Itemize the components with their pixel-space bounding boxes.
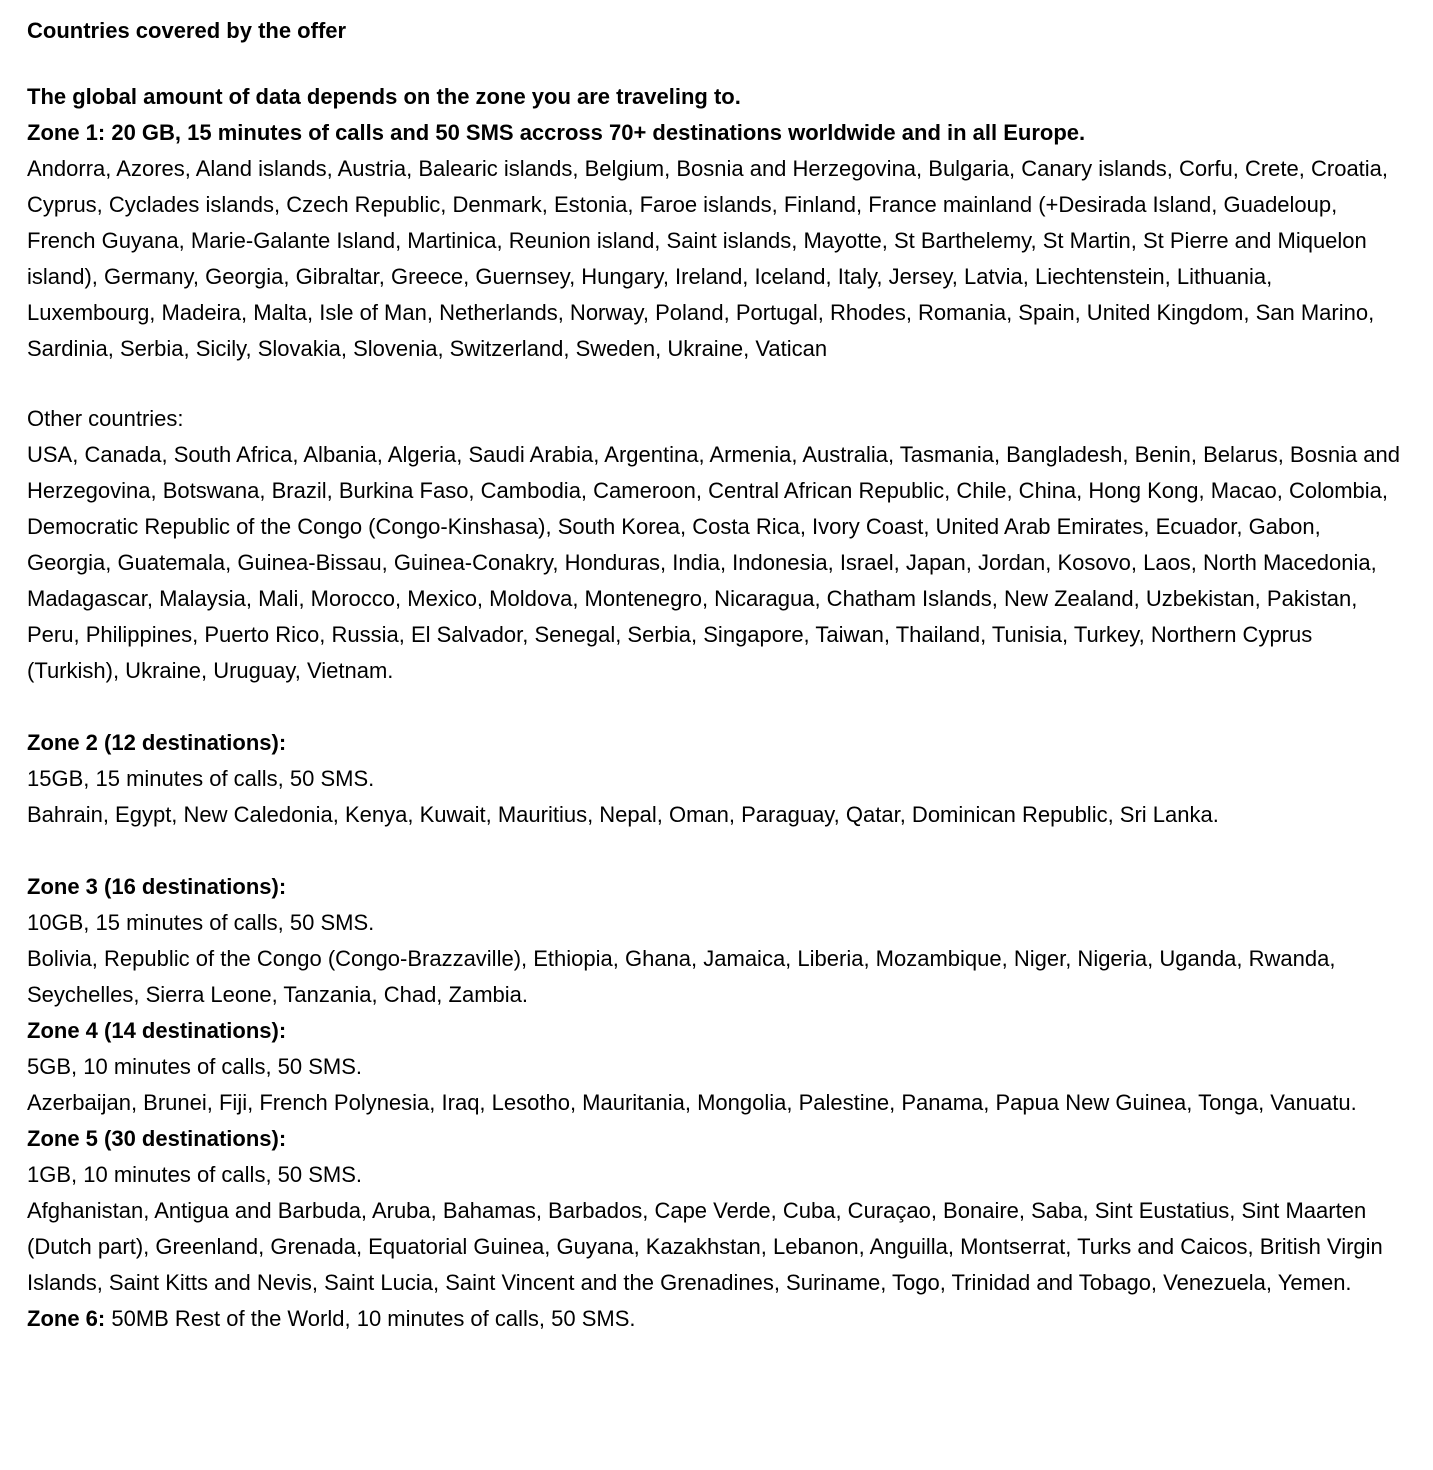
text-run: 50MB Rest of the World, 10 minutes of calls, 50 SMS. (105, 1306, 636, 1331)
text-run-bold: Zone 6: (27, 1306, 106, 1331)
paragraph-zone-3 (27, 869, 1406, 1013)
text-run: Bahrain, Egypt, New Caledonia, Kenya, Kuwait, Mauritius, Nepal, Oman, Paraguay, Qatar, Dominican Republic, Sri Lanka. (27, 802, 1219, 827)
text-run: Afghanistan, Antigua and Barbuda, Aruba, Bahamas, Barbados, Cape Verde, Cuba, Curaçao, Bonaire, Saba, Sint Eustatius, Sint Maarten (Dutch part), Greenland, Grenada, Equatorial Guinea, Guyana, Kazakhstan, Lebanon, Anguilla, Montserrat, Turks and Caicos, British Virgin Islands, Saint Kitts and Nevis, Saint Lucia, Saint Vincent and the Grenadines, Suriname, Togo, Trinidad and Tobago, Venezuela, Yemen. (27, 1198, 1383, 1295)
text-run: 10GB, 15 minutes of calls, 50 SMS. (27, 910, 375, 935)
text-run-bold: Zone 3 (16 destinations): (27, 874, 287, 899)
text-run: 15GB, 15 minutes of calls, 50 SMS. (27, 766, 375, 791)
text-run-bold: Zone 1: 20 GB, 15 minutes of calls and 50 SMS accross 70+ destinations worldwide and in all Europe. (27, 120, 1086, 145)
paragraph-zone-6 (27, 1301, 1406, 1337)
text-run: Azerbaijan, Brunei, Fiji, French Polynesia, Iraq, Lesotho, Mauritania, Mongolia, Palestine, Panama, Papua New Guinea, Tonga, Vanuatu. (27, 1090, 1357, 1115)
text-run: Other countries: (27, 406, 184, 431)
text-run: 5GB, 10 minutes of calls, 50 SMS. (27, 1054, 363, 1079)
text-run-bold: Zone 2 (12 destinations): (27, 730, 287, 755)
paragraph-other-countries (27, 401, 1406, 689)
text-run: 1GB, 10 minutes of calls, 50 SMS. (27, 1162, 363, 1187)
paragraph-intro-zone-1 (27, 79, 1406, 367)
text-run-bold: Zone 5 (30 destinations): (27, 1126, 287, 1151)
document-body (27, 13, 1406, 1337)
text-run-bold: The global amount of data depends on the zone you are traveling to. (27, 84, 741, 109)
paragraph-zone-4 (27, 1013, 1406, 1121)
paragraph-zone-2 (27, 725, 1406, 833)
text-run-bold: Countries covered by the offer (27, 18, 347, 43)
paragraph-zone-5 (27, 1121, 1406, 1301)
text-run: Bolivia, Republic of the Congo (Congo-Brazzaville), Ethiopia, Ghana, Jamaica, Liberia, Mozambique, Niger, Nigeria, Uganda, Rwanda, Seychelles, Sierra Leone, Tanzania, Chad, Zambia. (27, 946, 1336, 1007)
text-run: USA, Canada, South Africa, Albania, Algeria, Saudi Arabia, Argentina, Armenia, Australia, Tasmania, Bangladesh, Benin, Belarus, Bosnia and Herzegovina, Botswana, Brazil, Burkina Faso, Cambodia, Cameroon, Central African Republic, Chile, China, Hong Kong, Macao, Colombia, Democratic Republic of the Congo (Congo-Kinshasa), South Korea, Costa Rica, Ivory Coast, United Arab Emirates, Ecuador, Gabon, Georgia, Guatemala, Guinea-Bissau, Guinea-Conakry, Honduras, India, Indonesia, Israel, Japan, Jordan, Kosovo, Laos, North Macedonia, Madagascar, Malaysia, Mali, Morocco, Mexico, Moldova, Montenegro, Nicaragua, Chatham Islands, New Zealand, Uzbekistan, Pakistan, Peru, Philippines, Puerto Rico, Russia, El Salvador, Senegal, Serbia, Singapore, Taiwan, Thailand, Tunisia, Turkey, Northern Cyprus (Turkish), Ukraine, Uruguay, Vietnam. (27, 442, 1401, 683)
paragraph-title (27, 13, 1406, 49)
text-run: Andorra, Azores, Aland islands, Austria, Balearic islands, Belgium, Bosnia and Herzegovina, Bulgaria, Canary islands, Corfu, Crete, Croatia, Cyprus, Cyclades islands, Czech Republic, Denmark, Estonia, Faroe islands, Finland, France mainland (+Desirada Island, Guadeloup, French Guyana, Marie-Galante Island, Martinica, Reunion island, Saint islands, Mayotte, St Barthelemy, St Martin, St Pierre and Miquelon island), Germany, Georgia, Gibraltar, Greece, Guernsey, Hungary, Ireland, Iceland, Italy, Jersey, Latvia, Liechtenstein, Lithuania, Luxembourg, Madeira, Malta, Isle of Man, Netherlands, Norway, Poland, Portugal, Rhodes, Romania, Spain, United Kingdom, San Marino, Sardinia, Serbia, Sicily, Slovakia, Slovenia, Switzerland, Sweden, Ukraine, Vatican (27, 156, 1389, 361)
text-run-bold: Zone 4 (14 destinations): (27, 1018, 287, 1043)
